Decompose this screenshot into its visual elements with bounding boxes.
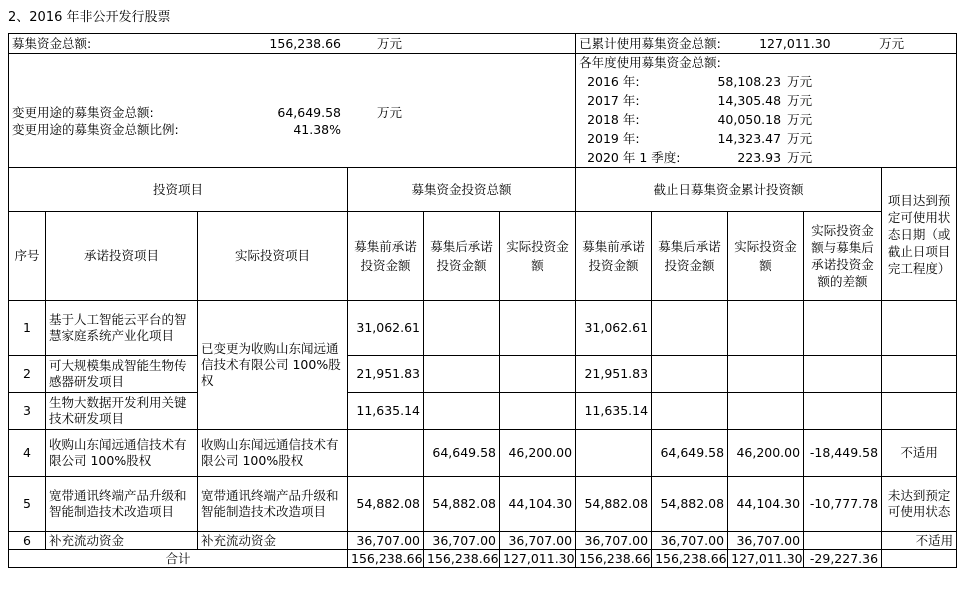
header-raised-total: 募集资金投资总额 [348, 168, 576, 212]
row-pre-cum: 54,882.08 [576, 477, 652, 532]
header-ready-date: 项目达到预定可使用状态日期（或截止日项目完工程度） [882, 168, 957, 301]
yearly-value: 223.93 [737, 150, 782, 165]
row-post-cum [652, 301, 728, 356]
row-committed: 收购山东闻远通信技术有限公司 100%股权 [46, 430, 198, 477]
row-actual-cum: 46,200.00 [728, 430, 804, 477]
total-actual-cum: 127,011.30 [728, 550, 804, 568]
row-seq: 3 [9, 393, 46, 430]
total-unit: 万元 [377, 36, 403, 51]
used-unit: 万元 [879, 36, 905, 51]
total-post: 156,238.66 [424, 550, 500, 568]
fund-usage-table [8, 33, 957, 568]
row-actual-cum: 36,707.00 [728, 532, 804, 550]
header-row-2 [9, 212, 957, 301]
row-diff [804, 532, 882, 550]
row-post [424, 356, 500, 393]
row-actual-cum [728, 393, 804, 430]
row-committed: 可大规模集成智能生物传感器研发项目 [46, 356, 198, 393]
used-value: 127,011.30 [759, 36, 831, 51]
used-label: 已累计使用募集资金总额: [579, 36, 721, 51]
header-committed: 承诺投资项目 [46, 212, 198, 301]
row-pre-cum: 11,635.14 [576, 393, 652, 430]
row-actual-cum [728, 301, 804, 356]
row-pre: 31,062.61 [348, 301, 424, 356]
header-cumulative: 截止日募集资金累计投资额 [576, 168, 882, 212]
row-status [882, 356, 957, 393]
row-diff [804, 356, 882, 393]
row-pre [348, 430, 424, 477]
row-post [424, 301, 500, 356]
yearly-value: 40,050.18 [717, 112, 782, 127]
row-actual: 36,707.00 [500, 532, 576, 550]
row-committed: 宽带通讯终端产品升级和智能制造技术改造项目 [46, 477, 198, 532]
row-pre-cum: 36,707.00 [576, 532, 652, 550]
yearly-unit: 万元 [787, 112, 813, 127]
table-row [9, 356, 957, 393]
yearly-unit: 万元 [787, 74, 813, 89]
changed-value: 64,649.58 [277, 104, 341, 120]
row-committed: 基于人工智能云平台的智慧家庭系统产业化项目 [46, 301, 198, 356]
total-post-cum: 156,238.66 [652, 550, 728, 568]
table-row [9, 301, 957, 356]
row-committed: 生物大数据开发利用关键技术研发项目 [46, 393, 198, 430]
total-row [9, 550, 957, 568]
row-pre-cum [576, 430, 652, 477]
table-row [9, 477, 957, 532]
header-pre-commit-cum: 募集前承诺投资金额 [576, 212, 652, 301]
row-diff [804, 301, 882, 356]
yearly-value: 14,323.47 [717, 131, 782, 146]
header-diff: 实际投资金额与募集后承诺投资金额的差额 [804, 212, 882, 301]
row-post: 54,882.08 [424, 477, 500, 532]
row-actual [500, 356, 576, 393]
total-pre: 156,238.66 [348, 550, 424, 568]
ratio-label: 变更用途的募集资金总额比例: [12, 121, 179, 137]
row-diff [804, 393, 882, 430]
row-post-cum: 36,707.00 [652, 532, 728, 550]
changed-unit: 万元 [377, 104, 403, 120]
section-caption: 2、2016 年非公开发行股票 [8, 10, 171, 25]
row-actual-project: 收购山东闻远通信技术有限公司 100%股权 [198, 430, 348, 477]
summary-row-total [9, 34, 957, 54]
row-pre-cum: 31,062.61 [576, 301, 652, 356]
total-label: 合计 [9, 550, 348, 568]
row-post [424, 393, 500, 430]
yearly-unit: 万元 [787, 131, 813, 146]
total-label: 募集资金总额: [12, 36, 92, 51]
header-investment-project: 投资项目 [9, 168, 348, 212]
row-seq: 1 [9, 301, 46, 356]
header-post-commit: 募集后承诺投资金额 [424, 212, 500, 301]
row-actual-cum: 44,104.30 [728, 477, 804, 532]
yearly-unit: 万元 [787, 93, 813, 108]
yearly-label: 2020 年 1 季度: [587, 150, 681, 165]
yearly-unit: 万元 [787, 150, 813, 165]
table-row [9, 393, 957, 430]
header-post-commit-cum: 募集后承诺投资金额 [652, 212, 728, 301]
total-pre-cum: 156,238.66 [576, 550, 652, 568]
total-actual: 127,011.30 [500, 550, 576, 568]
row-post-cum: 64,649.58 [652, 430, 728, 477]
row-status [882, 393, 957, 430]
yearly-title: 各年度使用募集资金总额: [579, 55, 721, 70]
row-post: 64,649.58 [424, 430, 500, 477]
yearly-label: 2016 年: [587, 74, 640, 89]
row-post: 36,707.00 [424, 532, 500, 550]
row-pre: 21,951.83 [348, 356, 424, 393]
table-row [9, 532, 957, 550]
total-value: 156,238.66 [269, 36, 341, 51]
header-pre-commit: 募集前承诺投资金额 [348, 212, 424, 301]
header-row-1 [9, 168, 957, 212]
row-actual: 46,200.00 [500, 430, 576, 477]
changed-label: 变更用途的募集资金总额: [12, 104, 154, 120]
row-seq: 4 [9, 430, 46, 477]
ratio-value: 41.38% [293, 121, 341, 137]
row-actual [500, 393, 576, 430]
row-actual: 44,104.30 [500, 477, 576, 532]
row-status: 不适用 [882, 430, 957, 477]
total-diff: -29,227.36 [804, 550, 882, 568]
header-actual-amount-cum: 实际投资金额 [728, 212, 804, 301]
yearly-label: 2019 年: [587, 131, 640, 146]
row-seq: 5 [9, 477, 46, 532]
yearly-value: 58,108.23 [717, 74, 782, 89]
row-pre: 36,707.00 [348, 532, 424, 550]
yearly-list [587, 72, 953, 167]
row-status [882, 301, 957, 356]
yearly-label: 2018 年: [587, 112, 640, 127]
yearly-value: 14,305.48 [717, 93, 782, 108]
row-pre-cum: 21,951.83 [576, 356, 652, 393]
row-pre: 11,635.14 [348, 393, 424, 430]
yearly-label: 2017 年: [587, 93, 640, 108]
row-post-cum [652, 356, 728, 393]
row-post-cum: 54,882.08 [652, 477, 728, 532]
summary-row-changed [9, 54, 957, 168]
row-seq: 2 [9, 356, 46, 393]
table-row [9, 430, 957, 477]
row-diff: -18,449.58 [804, 430, 882, 477]
row-post-cum [652, 393, 728, 430]
row-actual-project: 补充流动资金 [198, 532, 348, 550]
row-status: 未达到预定可使用状态 [882, 477, 957, 532]
row-seq: 6 [9, 532, 46, 550]
row-actual [500, 301, 576, 356]
row-status: 不适用 [882, 532, 957, 550]
header-actual-amount: 实际投资金额 [500, 212, 576, 301]
row-diff: -10,777.78 [804, 477, 882, 532]
row-committed: 补充流动资金 [46, 532, 198, 550]
header-seq: 序号 [9, 212, 46, 301]
row-actual-cum [728, 356, 804, 393]
row-pre: 54,882.08 [348, 477, 424, 532]
row-actual-project: 宽带通讯终端产品升级和智能制造技术改造项目 [198, 477, 348, 532]
header-actual-project: 实际投资项目 [198, 212, 348, 301]
row-actual-project-merged: 已变更为收购山东闻远通信技术有限公司 100%股权 [198, 301, 348, 430]
